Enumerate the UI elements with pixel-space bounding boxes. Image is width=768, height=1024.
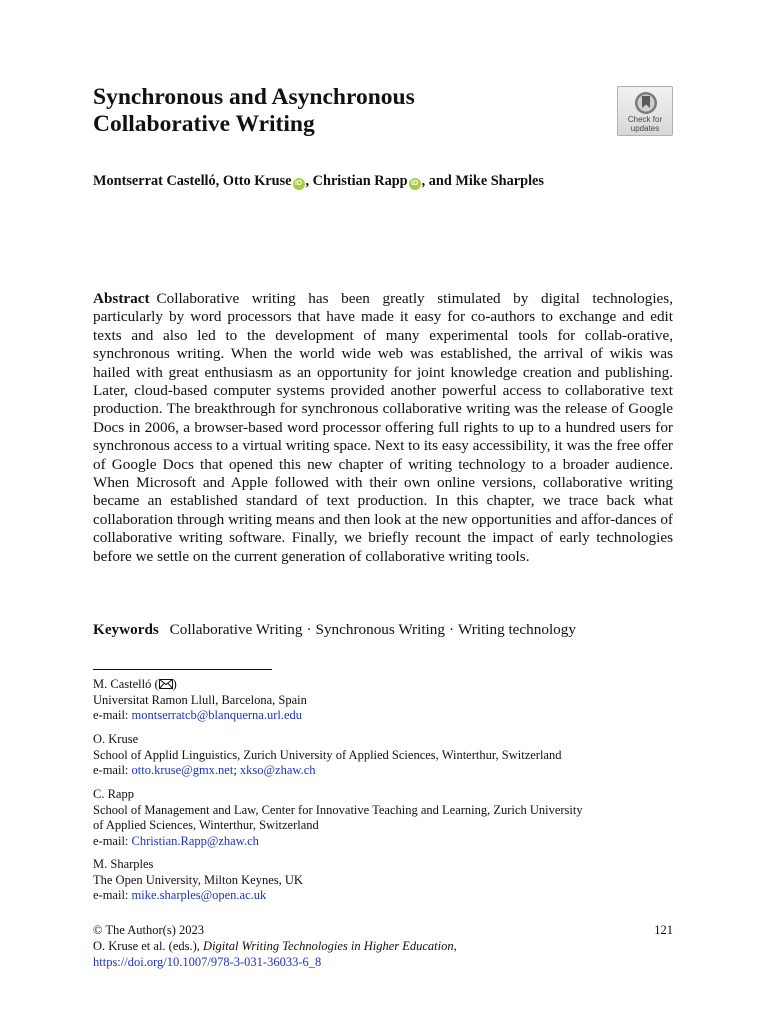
doi-link[interactable]: https://doi.org/10.1007/978-3-031-36033-6_8 — [93, 954, 322, 969]
check-for-updates-label: Check for updates — [627, 115, 663, 133]
keyword-item: Collaborative Writing — [169, 621, 303, 638]
keyword-separator: · — [448, 621, 455, 638]
book-title: Digital Writing Technologies in Higher Education — [203, 938, 454, 953]
email-link[interactable]: mike.sharples@open.ac.uk — [131, 888, 267, 903]
page-number: 121 — [654, 923, 673, 937]
email-link[interactable]: Christian.Rapp@zhaw.ch — [131, 833, 259, 848]
abstract — [93, 290, 673, 566]
author-rapp: , Christian Rapp — [305, 173, 408, 189]
citation: O. Kruse et al. (eds.), Digital Writing Technologies in Higher Education, — [93, 938, 457, 953]
check-for-updates-badge[interactable] — [617, 86, 673, 136]
affiliation-kruse: O. Kruse School of Applid Linguistics, Zurich University of Applied Sciences, Winterthur, Switzerland e-mail: otto.kruse@gmx.net; xkso@zhaw.ch — [93, 732, 562, 778]
author-castello-kruse: Montserrat Castelló, Otto Kruse — [93, 173, 292, 189]
abstract-text: Collaborative writing has been greatly stimulated by digital technologies, particularly by word processors that have made it easy for co-authors to exchange and edit texts and also led to the development of many experimental tools for collab-orative, synchronous writing. When the world wide web was established, the arrival of wikis was hailed with great enthusiasm as an opportunity for joint knowledge creation and publishing. Later, cloud-based computer systems provided another powerful access to collaborative text production. The breakthrough for synchronous collaborative writing was the release of Google Docs in 2006, a browser-based word processor offering full rights to up to a hundred users for synchronous access to a virtual writing space. Next to its easy accessibility, it was the free offer of Google Docs that opened this new chapter of writing technology to a broader audience. When Microsoft and Apple followed with their own online versions, collaborative writing became an established standard of text production. In this chapter, we trace back what collaboration through writing means and then look at the new opportunities and affor-dances of collaborative writing software. Finally, we briefly recount the impact of early technologies before we settle on the current generation of collaborative writing tools. — [93, 290, 673, 565]
email-link[interactable]: montserratcb@blanquerna.url.edu — [131, 708, 303, 723]
author-list — [93, 172, 693, 190]
keyword-item: Synchronous Writing — [315, 621, 445, 638]
orcid-icon[interactable]: iD — [409, 178, 421, 190]
affiliation-rapp: C. Rapp School of Management and Law, Center for Innovative Teaching and Learning, Zurich University of Applied Sciences, Winterthur, Switzerland e-mail: Christian.Rapp@zhaw.ch — [93, 787, 583, 848]
title-line-1: Synchronous and Asynchronous — [93, 84, 415, 110]
chapter-title — [93, 84, 573, 138]
keywords — [93, 621, 693, 639]
abstract-label: Abstract — [93, 290, 150, 307]
title-line-2: Collaborative Writing — [93, 111, 315, 137]
orcid-icon[interactable]: iD — [293, 178, 305, 190]
affiliation-sharples: M. Sharples The Open University, Milton Keynes, UK e-mail: mike.sharples@open.ac.uk — [93, 857, 303, 903]
email-link[interactable]: otto.kruse@gmx.net — [131, 763, 234, 778]
email-link[interactable]: xkso@zhaw.ch — [239, 763, 316, 778]
footnote-divider — [93, 669, 272, 670]
author-sharples: , and Mike Sharples — [421, 173, 544, 189]
crossmark-bookmark-icon — [634, 91, 658, 115]
keyword-item: Writing technology — [458, 621, 576, 638]
affiliation-castello: M. Castelló ( ) Universitat Ramon Llull, Barcelona, Spain e-mail: montserratcb@blanquerna.url.edu — [93, 677, 307, 723]
envelope-icon — [159, 679, 173, 689]
keyword-separator: · — [306, 621, 312, 638]
copyright: © The Author(s) 2023 — [93, 923, 204, 937]
keywords-label: Keywords — [93, 621, 159, 638]
page-footer — [93, 923, 673, 970]
